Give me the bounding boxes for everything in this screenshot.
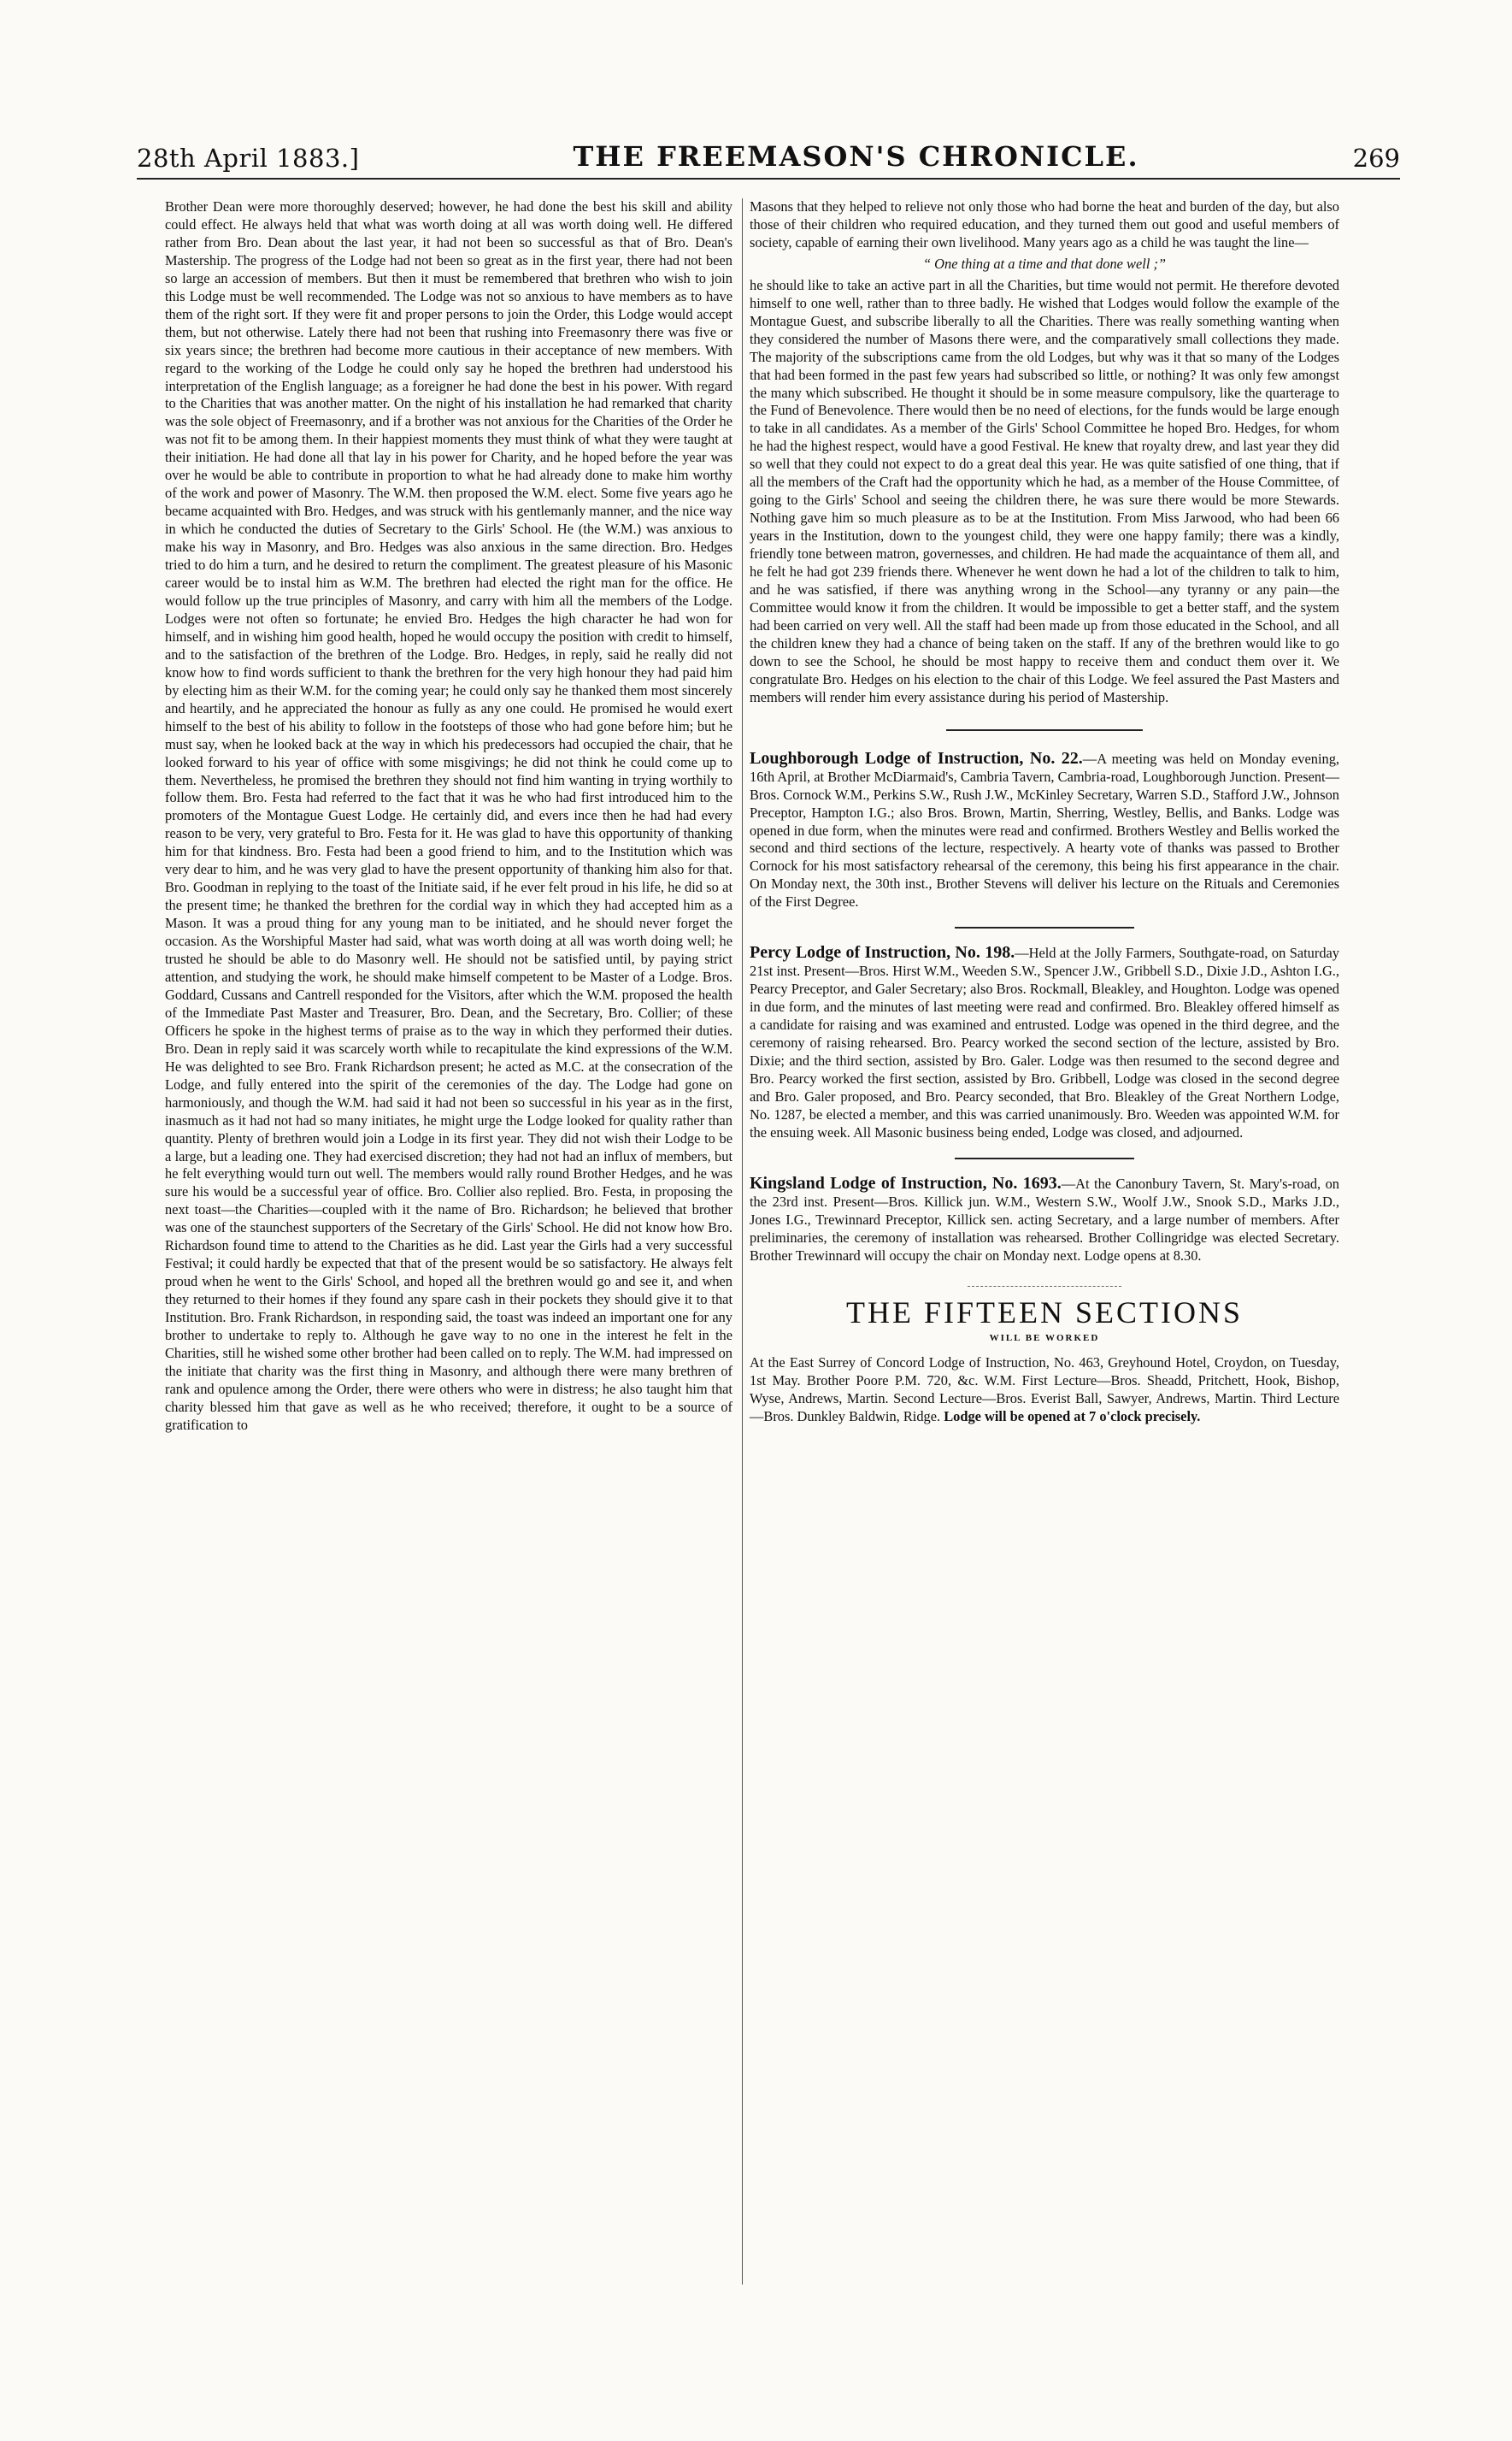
publication-title: THE FREEMASON'S CHRONICLE. <box>573 140 1139 173</box>
fifteen-sections-subtitle: WILL BE WORKED <box>989 1333 1100 1344</box>
section-rule <box>955 1158 1134 1159</box>
notice-body: At the East Surrey of Concord Lodge of Instruction, No. 463, Greyhound Hotel, Croydon, on Tuesday, 1st May. Brother Poore P.M. 720, &c. W.M. First Lecture—Bros. Sheadd, Pritchett, Hook, Bishop, Wyse, Andrews, Martin. Second Lecture—Bros. Everist Ball, Sawyer, Andrews, Martin. Third Lecture—Bros. Dunkley Baldwin, Ridge. <box>750 1354 1339 1425</box>
notice-opening-time: Lodge will be opened at 7 o'clock precisely. <box>944 1408 1201 1425</box>
lodge-heading: Kingsland Lodge of Instruction, No. 1693. <box>750 1173 1062 1193</box>
fifteen-sections-notice <box>750 1354 1339 1426</box>
lodge-report-loughborough <box>750 750 1339 912</box>
masthead <box>137 139 1400 180</box>
quoted-verse: “ One thing at a time and that done well ;” <box>922 255 1167 272</box>
column-divider <box>742 198 743 2285</box>
fifteen-sections-title: THE FIFTEEN SECTIONS <box>846 1294 1243 1330</box>
article-continuation: Masons that they helped to relieve not only those who had borne the heat and burden of the day, but also those of their children who required education, and they turned them out good and useful members of society, capable of earning their own livelihood. Many years ago as a child he was taught the line— <box>750 198 1339 251</box>
left-column-text: Brother Dean were more thoroughly deserved; however, he had done the best his skill and ability could effect. He always held that what was worth doing at all was worth doing well. He differed rather from Bro. Dean about the last year, it had not been so successful as that of Bro. Dean's Mastership. The progress of the Lodge had not been so great as in the first year, there had not been so large an accession of members. But then it must be remembered that brethren who wish to join this Lodge must be well recommended. The Lodge was not so anxious to have members as to have them of the right sort. If they were fit and proper persons to join the Order, this Lodge would accept them, but not otherwise. Lately there had not been that rushing into Freemasonry there was five or six years since; the brethren had become more cautious in their acceptance of new members. With regard to the working of the Lodge he could only say he hoped the brethren had understood his interpretation of the English language; as a foreigner he had done the best in his power. With regard to the Charities that was another matter. On the night of his installation he had remarked that charity was the sole object of Freemasonry, and if a brother was not anxious for the Charities of the Order he was not fit to be among them. In their happiest moments they must think of what they were taught at their initiation. He had done all that lay in his power for Charity, and he hoped before the year was over he would be able to contribute in proportion to what he had already done to make him worthy of the work and power of Masonry. The W.M. then proposed the W.M. elect. Some five years ago he became acquainted with Bro. Hedges, and was struck with his gentlemanly manner, and the nice way in which he conducted the duties of Secretary to the Girls' School. He (the W.M.) was anxious to make his way in Masonry, and Bro. Hedges was also anxious in the same direction. Bro. Hedges tried to do him a turn, and he desired to return the compliment. The greatest pleasure of his Masonic career would be to instal him as W.M. The brethren had elected the right man for the office. He would follow up the true principles of Masonry, and carry with him all the members of the Lodge. Lodges were not often so fortunate; he envied Bro. Hedges the high character he had won for himself, and in wishing him good health, hoped he would occupy the position with credit to himself, and to the satisfaction of the brethren of the Lodge. Bro. Hedges, in reply, said he really did not know how to find words sufficient to thank the brethren for the very high honour they had paid him by electing him as their W.M. for the coming year; he could only say he thanked them most sincerely and heartily, and he appreciated the honour as fully as any one could. He promised he would exert himself to the best of his ability to follow in the footsteps of those who had gone before him; but he must say, when he looked back at the way in which his predecessors had occupied the chair, that he looked forward to his year of office with some misgivings; he did not think he could come up to them. Nevertheless, he promised the brethren they should not find him wanting in trying worthily to follow them. Bro. Festa had referred to the fact that it was he who had first introduced him to the promoters of the Montague Guest Lodge. He certainly did, and evers ince then he had had every reason to be very, very grateful to Bro. Festa for it. He was glad to have this opportunity of thanking him for that kindness. Bro. Festa had been a good friend to him, and to the Institution which was very dear to him, and he was very glad to have the present opportunity of thanking him also for that. Bro. Goodman in replying to the toast of the Initiate said, if he ever felt proud in his life, he did so at the present time; he thanked the brethren for the cordial way in which they had accepted him as a Mason. It was a proud thing for any young man to be initiated, and he should never forget the occasion. As the Worshipful Master had said, what was worth doing at all was worth doing well; he trusted he should be able to do Masonry well. He should not be satisfied until, by paying strict attention, and studying the work, he should make himself competent to be Master of a Lodge. Bros. Goddard, Cussans and Cantrell responded for the Visitors, after which the W.M. proposed the health of the Immediate Past Master and Treasurer, Bro. Dean, and the Secretary, Bro. Collier; of these Officers he spoke in the highest terms of praise as to the way in which they performed their duties. Bro. Dean in reply said it was scarcely worth while to recapitulate the kind expressions of the W.M. He was delighted to see Bro. Frank Richardson present; he acted as M.C. at the consecration of the Lodge, and fully entered into the spirit of the ceremonies of the day. The Lodge had gone on harmoniously, and though the W.M. had said it had not been so successful in his year as in the first, inasmuch as it had not had so many initiates, he might urge the Lodge looked for quality rather than quantity. Plenty of brethren would join a Lodge in its first year. They did not wish their Lodge to be a large, but a leading one. They had exercised discretion; they had not had an influx of members, but he felt everything would turn out well. The members would rally round Brother Hedges, and he was sure his would be a successful year of office. Bro. Collier also replied. Bro. Festa, in proposing the next toast—the Charities—coupled with it the name of Bro. Richardson; he believed that brother was one of the staunchest supporters of the Secretary of the Girls' School. He did not know how Bro. Richardson found time to attend to the Charities as he did. Last year the Girls had a very successful Festival; it could hardly be expected that that of the present would be so satisfactory. He always felt proud when he went to the Girls' School, and hoped all the brethren would go and see it, and when they returned to their homes if they found any spare cash in their pockets they should give it to that Institution. Bro. Frank Richardson, in responding said, the toast was indeed an important one for any brother to undertake to reply to. Although he gave way to no one in the interest he felt in the Charities, still he wished some other brother had been called on to reply. The W.M. had impressed on the initiate that charity was the first thing in Masonry, and although there were many brethren of rank and opulence among the Order, there were others who were in distress; he also taught him that charity blessed him that gave as well as he who received; therefore, it ought to be a source of gratification to <box>165 198 732 1433</box>
lodge-heading: Percy Lodge of Instruction, No. 198. <box>750 943 1015 963</box>
right-column <box>750 198 1339 1426</box>
page-number: 269 <box>1352 144 1400 173</box>
section-rule <box>968 1286 1121 1287</box>
article-continuation-2: he should like to take an active part in all the Charities, but time would not permit. He therefore devoted himself to one well, rather than to three badly. He wished that Lodges would follow the example of the Montague Guest, and subscribe liberally to all the Charities. There was really something wanting when they considered the number of Masons there were, and the comparatively small collections they made. The majority of the subscriptions came from the old Lodges, but why was it that so many of the Lodges that had been formed in the past few years had subscribed so little, or nothing? It was only few amongst the many which subscribed. He thought it should be in some measure compulsory, like the quarterage to the Fund of Benevolence. There would then be no need of elections, for the funds would be large enough to take in all candidates. As a member of the Girls' School Committee he hoped Bro. Hedges, for whom he had the highest respect, would have a good Festival. He knew that royalty drew, and last year they did so well that they could not expect to do a great deal this year. He was quite satisfied of one thing, that if all the members of the Craft had the opportunity which he had, as a member of the House Committee, of going to the Girls' School and seeing the children there, he was sure there would be more Stewards. Nothing gave him so much pleasure as to be at the Institution. From Miss Jarwood, who had been 66 years in the Institution, down to the youngest child, they were one happy family; there was a kindly, friendly tone between matron, governesses, and children. He had made the acquaintance of them all, and he felt he had got 239 friends there. Whenever he went down he had a lot of the children to talk to him, and he was satisfied, if there was anything wrong in the School—any tyranny or any pain—the Committee would know it from the children. It would be impossible to get a better staff, and the system had been carried on very well. All the staff had been made up from those educated in the School, and all the children knew they had a chance of being taken on the staff. If any of the brethren would like to go down to see the School, he should be most happy to receive them and conduct them over it. We congratulate Bro. Hedges on his election to the chair of this Lodge. We feel assured the Past Masters and members will render him every assistance during his period of Mastership. <box>750 276 1339 705</box>
left-column <box>165 198 732 1435</box>
section-rule <box>955 927 1134 929</box>
lodge-report-body: —A meeting was held on Monday evening, 16th April, at Brother McDiarmaid's, Cambria Tavern, Cambria-road, Loughborough Junction. Present—Bros. Cornock W.M., Perkins S.W., Rush J.W., McKinley Secretary, Warren S.D., Stafford J.W., Johnson Preceptor, Hampton I.G.; also Bros. Brown, Martin, Sherring, Westley, Bellis, and Banks. Lodge was opened in due form, when the minutes were read and confirmed. Brothers Westley and Bellis worked the second and third sections of the lecture, respectively. A hearty vote of thanks was passed to Brother Cornock for his most satisfactory rehearsal of the ceremony, this being his first appearance in the chair. On Monday next, the 30th inst., Brother Stevens will deliver his lecture on the Rituals and Ceremonies of the First Degree. <box>750 750 1339 911</box>
lodge-heading: Loughborough Lodge of Instruction, No. 22. <box>750 748 1083 768</box>
lodge-report-percy <box>750 944 1339 1141</box>
lodge-report-kingsland <box>750 1175 1339 1265</box>
lodge-report-body: —Held at the Jolly Farmers, Southgate-road, on Saturday 21st inst. Present—Bros. Hirst W.M., Weeden S.W., Spencer J.W., Gribbell S.D., Dixie J.D., Ashton I.G., Pearcy Preceptor, and Galer Secretary; also Bros. Rockmall, Bleakley, and Houghton. Lodge was opened in due form, and the minutes of last meeting were read and confirmed. Bro. Bleakley offered himself as a candidate for raising and was examined and entrusted. Lodge was opened in the third degree, and the ceremony of raising rehearsed. Bro. Pearcy worked the second section of the lecture, assisted by Bro. Dixie; and the third section, assisted by Bro. Galer. Lodge was then resumed to the second degree and Bro. Pearcy worked the first section, assisted by Bro. Gribbell, Lodge was closed in the second degree and Bro. Galer proposed, and Bro. Pearcy seconded, that Bro. Bleakley of the Great Northern Lodge, No. 1287, be elected a member, and this was carried unanimously. Bro. Weeden was appointed W.M. for the ensuing week. All Masonic business being ended, Lodge was closed, and adjourned. <box>750 945 1339 1141</box>
lodge-report-body: —At the Canonbury Tavern, St. Mary's-road, on the 23rd inst. Present—Bros. Killick jun. W.M., Western S.W., Woolf J.W., Snook S.D., Marks J.D., Jones I.G., Trewinnard Preceptor, Killick sen. acting Secretary, and a large number of members. After preliminaries, the ceremony of installation was rehearsed. Brother Collingridge was elected Secretary. Brother Trewinnard will occupy the chair on Monday next. Lodge opens at 8.30. <box>750 1175 1340 1264</box>
issue-date: 28th April 1883.] <box>137 144 360 173</box>
section-rule <box>946 729 1143 731</box>
